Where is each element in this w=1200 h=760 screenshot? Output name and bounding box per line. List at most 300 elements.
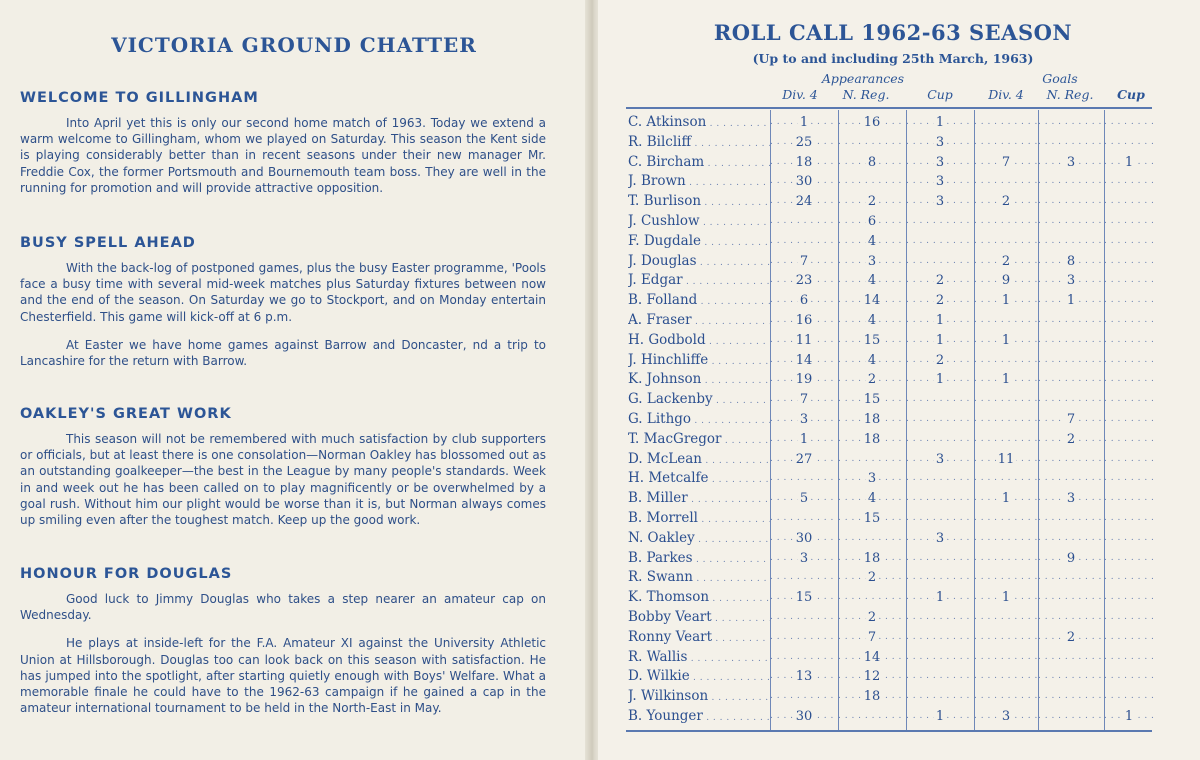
player-name: R. Bilcliff . . .	[628, 133, 770, 153]
cell-value: 2	[866, 192, 878, 212]
nreg-goals-cell	[1038, 588, 1104, 608]
div4-goals-cell	[974, 667, 1038, 687]
cell-value: 8	[866, 153, 878, 173]
cell-value: 30	[794, 172, 815, 192]
nreg-appearances-cell	[838, 707, 906, 727]
cup-goals-cell	[1104, 568, 1154, 588]
cell-value: 9	[1065, 549, 1077, 569]
cup-goals-cell	[1104, 311, 1154, 331]
cup-appearances-cell	[906, 628, 974, 648]
cup-goals-cell	[1104, 430, 1154, 450]
cell-value: 1	[798, 113, 810, 133]
table-row	[628, 271, 1154, 291]
div4-goals-cell	[974, 212, 1038, 232]
cell-value: 11	[794, 331, 815, 351]
roll-call-subtitle: (Up to and including 25th March, 1963)	[752, 51, 1034, 66]
player-name: N. Oakley . . .	[628, 529, 770, 549]
cup-appearances-cell	[906, 608, 974, 628]
table-row	[628, 469, 1154, 489]
player-name: F. Dugdale . . .	[628, 232, 770, 252]
cup-goals-cell	[1104, 153, 1154, 173]
section-paragraph: This season will not be remembered with much satisfaction by club supporters or officials, but at least there is one consolation—Norman Oakley has blossomed out as an outstanding goalkeeper—the best in the League by many people's standards. Week in and week out he has been called on to play magnificently or be overwhelmed by a goal rush. Without him our plight would be worse than it is, but Norman always comes up smiling even after the toughest match. Keep up the good work.	[20, 432, 546, 528]
cup-appearances-cell	[906, 588, 974, 608]
cup-goals-cell	[1104, 172, 1154, 192]
nreg-goals-cell	[1038, 291, 1104, 311]
cell-value: 14	[794, 351, 815, 371]
cell-value: 4	[866, 489, 878, 509]
nreg-goals-cell	[1038, 311, 1104, 331]
div4-appearances-cell	[770, 648, 838, 668]
cup-appearances-cell	[906, 450, 974, 470]
div4-appearances-cell	[770, 588, 838, 608]
nreg-appearances-cell	[838, 469, 906, 489]
cell-value: 7	[798, 390, 810, 410]
div4-appearances-cell	[770, 252, 838, 272]
cell-value: 1	[1123, 707, 1135, 727]
section-paragraph: Into April yet this is only our second home match of 1963. Today we extend a warm welcome to Gillingham, whom we played on Saturday. This season the Kent side is playing considerably better than in recent seasons under their new manager Mr. Freddie Cox, the former Portsmouth and Bournemouth team boss. They are well in the running for promotion and will provide attractive opposition.	[20, 116, 546, 195]
div4-goals-cell	[974, 370, 1038, 390]
div4-appearances-cell	[770, 291, 838, 311]
div4-appearances-cell	[770, 113, 838, 133]
table-row	[628, 113, 1154, 133]
cup-goals-cell	[1104, 370, 1154, 390]
cup-appearances-cell	[906, 311, 974, 331]
nreg-goals-cell	[1038, 192, 1104, 212]
cup-goals-cell	[1104, 509, 1154, 529]
table-row	[628, 687, 1154, 707]
nreg-appearances-cell	[838, 351, 906, 371]
cup-goals-cell	[1104, 212, 1154, 232]
nreg-goals-cell	[1038, 410, 1104, 430]
nreg-goals-cell	[1038, 430, 1104, 450]
column-header: Cup	[927, 87, 953, 102]
cell-value: 2	[866, 370, 878, 390]
nreg-goals-cell	[1038, 450, 1104, 470]
cell-value: 3	[934, 172, 946, 192]
nreg-appearances-cell	[838, 608, 906, 628]
cell-value: 19	[794, 370, 815, 390]
div4-goals-cell	[974, 252, 1038, 272]
cup-appearances-cell	[906, 153, 974, 173]
cell-value: 1	[934, 331, 946, 351]
player-name: Ronny Veart . . .	[628, 628, 770, 648]
cup-goals-cell	[1104, 628, 1154, 648]
table-row	[628, 648, 1154, 668]
player-name: R. Wallis . . .	[628, 648, 770, 668]
left-page	[0, 0, 588, 760]
nreg-appearances-cell	[838, 549, 906, 569]
nreg-appearances-cell	[838, 450, 906, 470]
cup-appearances-cell	[906, 667, 974, 687]
cell-value: 1	[934, 113, 946, 133]
nreg-appearances-cell	[838, 331, 906, 351]
div4-appearances-cell	[770, 212, 838, 232]
cell-value: 7	[866, 628, 878, 648]
cell-value: 3	[934, 133, 946, 153]
div4-appearances-cell	[770, 628, 838, 648]
table-row	[628, 529, 1154, 549]
div4-appearances-cell	[770, 667, 838, 687]
cell-value: 30	[794, 707, 815, 727]
cup-appearances-cell	[906, 648, 974, 668]
section-busy-spell	[20, 235, 546, 369]
nreg-goals-cell	[1038, 113, 1104, 133]
nreg-goals-cell	[1038, 390, 1104, 410]
table-row	[628, 252, 1154, 272]
cell-value: 3	[798, 410, 810, 430]
section-heading: OAKLEY'S GREAT WORK	[20, 406, 232, 422]
div4-appearances-cell	[770, 311, 838, 331]
nreg-goals-cell	[1038, 549, 1104, 569]
div4-appearances-cell	[770, 687, 838, 707]
cell-value: 1	[1065, 291, 1077, 311]
div4-goals-cell	[974, 707, 1038, 727]
cell-value: 7	[1065, 410, 1077, 430]
cell-value: 3	[866, 469, 878, 489]
player-name: J. Cushlow . . .	[628, 212, 770, 232]
nreg-appearances-cell	[838, 648, 906, 668]
cup-goals-cell	[1104, 410, 1154, 430]
div4-appearances-cell	[770, 568, 838, 588]
cup-goals-cell	[1104, 113, 1154, 133]
nreg-appearances-cell	[838, 113, 906, 133]
nreg-goals-cell	[1038, 271, 1104, 291]
div4-goals-cell	[974, 153, 1038, 173]
cell-value: 3	[798, 549, 810, 569]
cell-value: 7	[798, 252, 810, 272]
cell-value: 18	[862, 687, 883, 707]
div4-appearances-cell	[770, 390, 838, 410]
nreg-goals-cell	[1038, 370, 1104, 390]
nreg-goals-cell	[1038, 153, 1104, 173]
cell-value: 1	[1000, 370, 1012, 390]
player-name: B. Morrell . . .	[628, 509, 770, 529]
goals-group-header: Goals	[1042, 71, 1078, 86]
player-name: C. Atkinson . . .	[628, 113, 770, 133]
nreg-appearances-cell	[838, 192, 906, 212]
cell-value: 23	[794, 271, 815, 291]
roll-call-title: ROLL CALL 1962-63 SEASON	[713, 20, 1073, 45]
table-row	[628, 153, 1154, 173]
div4-appearances-cell	[770, 529, 838, 549]
cup-goals-cell	[1104, 271, 1154, 291]
cell-value: 2	[866, 568, 878, 588]
div4-appearances-cell	[770, 707, 838, 727]
table-row	[628, 192, 1154, 212]
cup-goals-cell	[1104, 469, 1154, 489]
player-name: J. Edgar . . .	[628, 271, 770, 291]
cell-value: 1	[798, 430, 810, 450]
cup-goals-cell	[1104, 133, 1154, 153]
player-name: J. Brown . . .	[628, 172, 770, 192]
nreg-appearances-cell	[838, 172, 906, 192]
player-name: D. McLean . . .	[628, 450, 770, 470]
cell-value: 15	[794, 588, 815, 608]
nreg-goals-cell	[1038, 667, 1104, 687]
nreg-appearances-cell	[838, 410, 906, 430]
cup-appearances-cell	[906, 430, 974, 450]
section-heading: HONOUR FOR DOUGLAS	[20, 566, 233, 582]
nreg-goals-cell	[1038, 331, 1104, 351]
nreg-appearances-cell	[838, 232, 906, 252]
player-name: A. Fraser . . .	[628, 311, 770, 331]
table-row	[628, 568, 1154, 588]
div4-goals-cell	[974, 687, 1038, 707]
cell-value: 3	[934, 192, 946, 212]
cup-appearances-cell	[906, 291, 974, 311]
column-header: Cup	[1117, 87, 1145, 102]
cell-value: 2	[866, 608, 878, 628]
cell-value: 3	[934, 153, 946, 173]
nreg-goals-cell	[1038, 469, 1104, 489]
cup-goals-cell	[1104, 192, 1154, 212]
div4-goals-cell	[974, 331, 1038, 351]
cup-appearances-cell	[906, 172, 974, 192]
cell-value: 8	[1065, 252, 1077, 272]
cell-value: 2	[934, 291, 946, 311]
cup-appearances-cell	[906, 271, 974, 291]
section-paragraph: At Easter we have home games against Barrow and Doncaster, nd a trip to Lancashire for the return with Barrow.	[20, 337, 546, 369]
cup-goals-cell	[1104, 291, 1154, 311]
div4-appearances-cell	[770, 450, 838, 470]
cell-value: 25	[794, 133, 815, 153]
cup-appearances-cell	[906, 568, 974, 588]
nreg-goals-cell	[1038, 351, 1104, 371]
table-row	[628, 370, 1154, 390]
cell-value: 2	[1000, 252, 1012, 272]
section-welcome	[20, 90, 546, 196]
section-heading: WELCOME TO GILLINGHAM	[20, 90, 259, 106]
table-row	[628, 351, 1154, 371]
div4-goals-cell	[974, 509, 1038, 529]
player-name: K. Thomson . . .	[628, 588, 770, 608]
appearances-group-header: Appearances	[821, 71, 905, 86]
cup-appearances-cell	[906, 113, 974, 133]
cup-appearances-cell	[906, 390, 974, 410]
cell-value: 16	[862, 113, 883, 133]
nreg-goals-cell	[1038, 707, 1104, 727]
cup-appearances-cell	[906, 707, 974, 727]
cell-value: 3	[866, 252, 878, 272]
cell-value: 24	[794, 192, 815, 212]
cup-appearances-cell	[906, 509, 974, 529]
div4-appearances-cell	[770, 489, 838, 509]
div4-goals-cell	[974, 469, 1038, 489]
div4-goals-cell	[974, 568, 1038, 588]
table-row	[628, 232, 1154, 252]
cell-value: 12	[862, 667, 883, 687]
cup-appearances-cell	[906, 232, 974, 252]
div4-appearances-cell	[770, 232, 838, 252]
cup-goals-cell	[1104, 608, 1154, 628]
nreg-appearances-cell	[838, 568, 906, 588]
nreg-appearances-cell	[838, 430, 906, 450]
cell-value: 15	[862, 331, 883, 351]
cup-goals-cell	[1104, 351, 1154, 371]
column-header: N. Reg.	[1046, 87, 1094, 102]
table-bottom-rule	[626, 730, 1152, 732]
table-row	[628, 588, 1154, 608]
nreg-appearances-cell	[838, 252, 906, 272]
table-row	[628, 489, 1154, 509]
cell-value: 3	[934, 450, 946, 470]
table-row	[628, 172, 1154, 192]
cup-goals-cell	[1104, 529, 1154, 549]
nreg-appearances-cell	[838, 291, 906, 311]
player-name: T. Burlison . . .	[628, 192, 770, 212]
cup-appearances-cell	[906, 687, 974, 707]
player-name: J. Hinchliffe . . .	[628, 351, 770, 371]
div4-appearances-cell	[770, 192, 838, 212]
cell-value: 4	[866, 311, 878, 331]
cup-goals-cell	[1104, 489, 1154, 509]
player-name: H. Godbold . . .	[628, 331, 770, 351]
nreg-appearances-cell	[838, 509, 906, 529]
cell-value: 18	[862, 430, 883, 450]
cell-value: 18	[862, 410, 883, 430]
player-name: G. Lithgo . . .	[628, 410, 770, 430]
cell-value: 2	[934, 351, 946, 371]
cell-value: 3	[1065, 271, 1077, 291]
cup-appearances-cell	[906, 133, 974, 153]
player-name: G. Lackenby . . .	[628, 390, 770, 410]
table-row	[628, 667, 1154, 687]
table-row	[628, 450, 1154, 470]
nreg-goals-cell	[1038, 648, 1104, 668]
div4-appearances-cell	[770, 410, 838, 430]
cell-value: 1	[934, 311, 946, 331]
div4-goals-cell	[974, 291, 1038, 311]
cell-value: 30	[794, 529, 815, 549]
table-row	[628, 212, 1154, 232]
table-row	[628, 608, 1154, 628]
cup-appearances-cell	[906, 529, 974, 549]
div4-appearances-cell	[770, 133, 838, 153]
div4-appearances-cell	[770, 331, 838, 351]
cell-value: 1	[1000, 291, 1012, 311]
div4-goals-cell	[974, 549, 1038, 569]
cup-goals-cell	[1104, 667, 1154, 687]
nreg-goals-cell	[1038, 568, 1104, 588]
table-row	[628, 410, 1154, 430]
div4-appearances-cell	[770, 430, 838, 450]
cell-value: 1	[1000, 331, 1012, 351]
div4-goals-cell	[974, 608, 1038, 628]
div4-appearances-cell	[770, 153, 838, 173]
player-name: T. MacGregor . . .	[628, 430, 770, 450]
div4-appearances-cell	[770, 351, 838, 371]
cup-appearances-cell	[906, 469, 974, 489]
nreg-goals-cell	[1038, 252, 1104, 272]
cup-appearances-cell	[906, 331, 974, 351]
cell-value: 6	[866, 212, 878, 232]
nreg-appearances-cell	[838, 271, 906, 291]
div4-appearances-cell	[770, 370, 838, 390]
cell-value: 1	[1000, 588, 1012, 608]
cup-appearances-cell	[906, 351, 974, 371]
nreg-goals-cell	[1038, 529, 1104, 549]
cell-value: 5	[798, 489, 810, 509]
div4-goals-cell	[974, 311, 1038, 331]
div4-appearances-cell	[770, 549, 838, 569]
column-header: Div. 4	[782, 87, 818, 102]
cell-value: 1	[1000, 489, 1012, 509]
section-heading: BUSY SPELL AHEAD	[20, 235, 196, 251]
cup-goals-cell	[1104, 252, 1154, 272]
cup-goals-cell	[1104, 450, 1154, 470]
table-row	[628, 549, 1154, 569]
table-row	[628, 291, 1154, 311]
div4-goals-cell	[974, 351, 1038, 371]
div4-goals-cell	[974, 410, 1038, 430]
cell-value: 14	[862, 291, 883, 311]
cell-value: 15	[862, 509, 883, 529]
nreg-appearances-cell	[838, 133, 906, 153]
nreg-goals-cell	[1038, 628, 1104, 648]
player-name: D. Wilkie . . .	[628, 667, 770, 687]
nreg-goals-cell	[1038, 133, 1104, 153]
cup-goals-cell	[1104, 331, 1154, 351]
div4-goals-cell	[974, 588, 1038, 608]
nreg-appearances-cell	[838, 153, 906, 173]
player-name: B. Miller . . .	[628, 489, 770, 509]
nreg-goals-cell	[1038, 212, 1104, 232]
nreg-appearances-cell	[838, 529, 906, 549]
cup-appearances-cell	[906, 212, 974, 232]
section-paragraph: He plays at inside-left for the F.A. Amateur XI against the University Athletic Union at Hillsborough. Douglas too can look back on this season with satisfaction. He has jumped into the spotlight, after starting quietly enough with Boys' Welfare. What a memorable finale he could have to the 1962-63 campaign if he gained a cap in the amateur international tournament to be held in the North-East in May.	[20, 636, 546, 716]
div4-goals-cell	[974, 450, 1038, 470]
div4-goals-cell	[974, 232, 1038, 252]
div4-goals-cell	[974, 390, 1038, 410]
cell-value: 27	[794, 450, 815, 470]
cup-goals-cell	[1104, 648, 1154, 668]
cell-value: 18	[794, 153, 815, 173]
table-row	[628, 390, 1154, 410]
nreg-appearances-cell	[838, 212, 906, 232]
table-row	[628, 311, 1154, 331]
table-row	[628, 628, 1154, 648]
cup-goals-cell	[1104, 588, 1154, 608]
div4-goals-cell	[974, 271, 1038, 291]
nreg-goals-cell	[1038, 232, 1104, 252]
player-name: H. Metcalfe . . .	[628, 469, 770, 489]
nreg-appearances-cell	[838, 628, 906, 648]
div4-goals-cell	[974, 430, 1038, 450]
div4-appearances-cell	[770, 172, 838, 192]
table-row	[628, 509, 1154, 529]
cell-value: 13	[794, 667, 815, 687]
player-name: B. Folland . . .	[628, 291, 770, 311]
cell-value: 1	[934, 370, 946, 390]
cell-value: 2	[1065, 430, 1077, 450]
cup-goals-cell	[1104, 707, 1154, 727]
nreg-goals-cell	[1038, 489, 1104, 509]
div4-appearances-cell	[770, 509, 838, 529]
right-page	[598, 0, 1200, 760]
section-paragraph: With the back-log of postponed games, plus the busy Easter programme, 'Pools face a busy time with several mid-week matches plus Saturday fixtures between now and the end of the season. On Saturday we go to Stockport, and on Monday entertain Chesterfield. This game will kick-off at 6 p.m.	[20, 261, 546, 324]
cup-appearances-cell	[906, 410, 974, 430]
div4-goals-cell	[974, 529, 1038, 549]
div4-goals-cell	[974, 113, 1038, 133]
cup-goals-cell	[1104, 687, 1154, 707]
cup-appearances-cell	[906, 252, 974, 272]
cell-value: 7	[1000, 153, 1012, 173]
div4-goals-cell	[974, 172, 1038, 192]
div4-appearances-cell	[770, 469, 838, 489]
column-header: Div. 4	[988, 87, 1024, 102]
div4-goals-cell	[974, 192, 1038, 212]
player-name: C. Bircham . . .	[628, 153, 770, 173]
